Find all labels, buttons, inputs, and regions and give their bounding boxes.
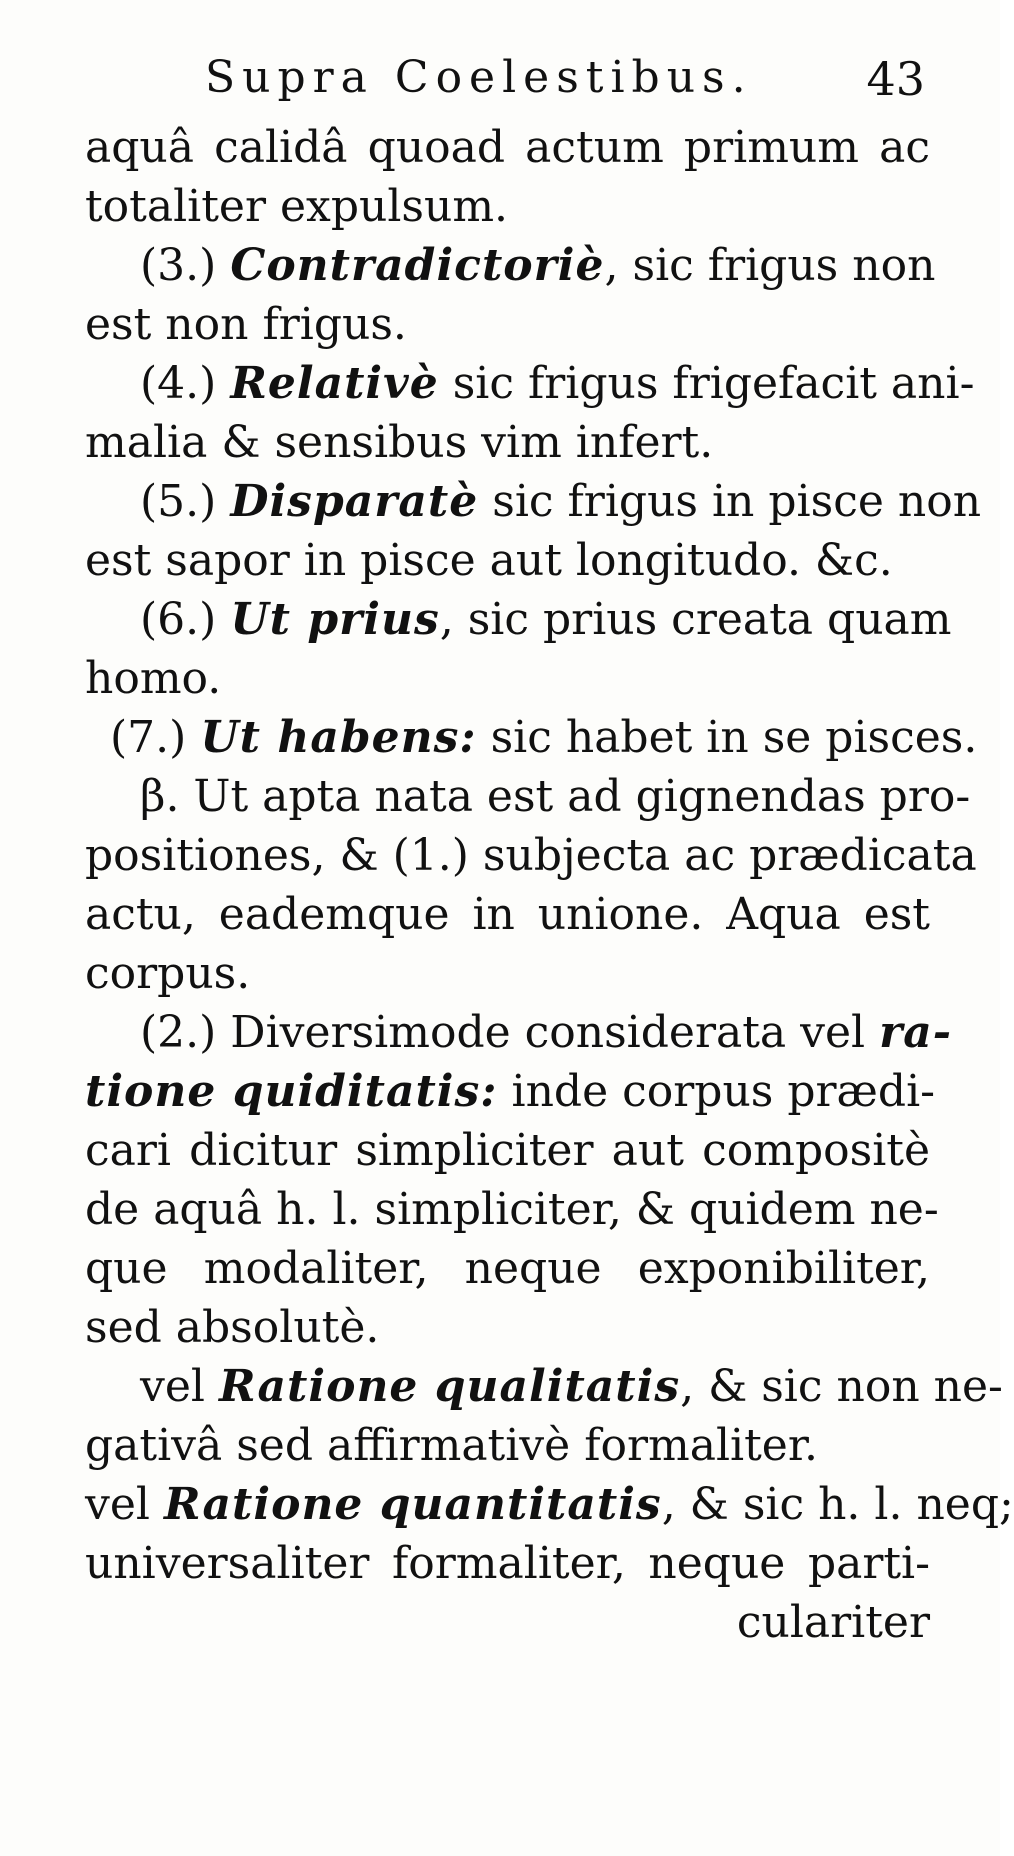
text-run: actu, eademque in unione. Aqua est	[85, 889, 930, 940]
italic-term: Disparatè	[230, 476, 479, 527]
text-line	[85, 1239, 930, 1298]
text-line	[85, 531, 930, 590]
text-run: (4.)	[140, 358, 231, 409]
text-run: universaliter formaliter, neque parti-	[85, 1538, 930, 1589]
text-run: inde corpus prædi-	[497, 1066, 936, 1117]
text-run: malia & sensibus vim infert.	[85, 417, 714, 468]
text-line	[85, 1416, 930, 1475]
italic-term: Ratione qualitatis	[218, 1361, 681, 1412]
text-line	[85, 1003, 953, 1062]
text-line	[85, 118, 930, 177]
text-run: totaliter expulsum.	[85, 181, 509, 232]
text-line	[85, 413, 930, 472]
text-run: β. Ut apta nata est ad gignendas pro-	[140, 771, 971, 822]
italic-term: Ut habens:	[200, 712, 477, 763]
body-text	[85, 118, 1014, 1652]
text-line	[85, 472, 982, 531]
text-run: , & sic non ne-	[680, 1361, 1003, 1412]
text-run: (6.)	[140, 594, 231, 645]
text-line	[85, 944, 930, 1003]
italic-term: tione quiditatis:	[85, 1066, 498, 1117]
text-run: sic frigus in pisce non	[478, 476, 982, 527]
running-head	[205, 52, 925, 112]
running-head-title: Supra Coelestibus.	[205, 52, 753, 103]
text-run: positiones, & (1.) subjecta ac prædicata	[85, 830, 977, 881]
text-run: vel	[85, 1479, 164, 1530]
text-run: vel	[140, 1361, 219, 1412]
text-line	[85, 885, 930, 944]
text-line	[85, 767, 971, 826]
text-run: (2.) Diversimode considerata vel	[140, 1007, 880, 1058]
text-line	[85, 649, 930, 708]
text-run: culariter	[736, 1597, 930, 1648]
italic-term: Ut prius	[230, 594, 440, 645]
text-line	[85, 1593, 930, 1652]
text-line	[85, 1534, 930, 1593]
text-run: (5.)	[140, 476, 231, 527]
text-line	[85, 354, 975, 413]
text-run: est non frigus.	[85, 299, 407, 350]
italic-term: Relativè	[230, 358, 439, 409]
text-run: gativâ sed affirmativè formaliter.	[85, 1420, 819, 1471]
text-line	[85, 1357, 1003, 1416]
italic-term: Contradictoriè	[230, 240, 605, 291]
text-run: homo.	[85, 653, 222, 704]
text-run: , sic prius creata quam	[439, 594, 952, 645]
text-run: aquâ calidâ quoad actum primum ac	[85, 122, 930, 173]
text-line	[85, 236, 936, 295]
text-line	[85, 826, 977, 885]
text-run: sic habet in se pisces.	[476, 712, 978, 763]
text-run: (3.)	[140, 240, 231, 291]
italic-term: ra-	[879, 1007, 953, 1058]
text-run: , & sic h. l. neq;	[661, 1479, 1014, 1530]
text-line	[85, 1475, 1014, 1534]
text-run: de aquâ h. l. simpliciter, & quidem ne-	[85, 1184, 939, 1235]
text-line	[85, 1062, 936, 1121]
text-run: est sapor in pisce aut longitudo. &c.	[85, 535, 893, 586]
text-line	[85, 590, 952, 649]
text-run: (7.)	[110, 712, 201, 763]
page-number: 43	[866, 52, 925, 106]
text-run: sed absolutè.	[85, 1302, 380, 1353]
text-line	[85, 295, 930, 354]
text-run: corpus.	[85, 948, 251, 999]
text-run: cari dicitur simpliciter aut compositè	[85, 1125, 930, 1176]
text-line	[85, 177, 930, 236]
text-line	[85, 1121, 930, 1180]
text-run: sic frigus frigefacit ani-	[438, 358, 975, 409]
text-line	[85, 1298, 930, 1357]
text-run: , sic frigus non	[604, 240, 936, 291]
italic-term: Ratione quantitatis	[163, 1479, 662, 1530]
text-line	[85, 708, 978, 767]
text-line	[85, 1180, 939, 1239]
text-run: que modaliter, neque exponibiliter,	[85, 1243, 930, 1294]
